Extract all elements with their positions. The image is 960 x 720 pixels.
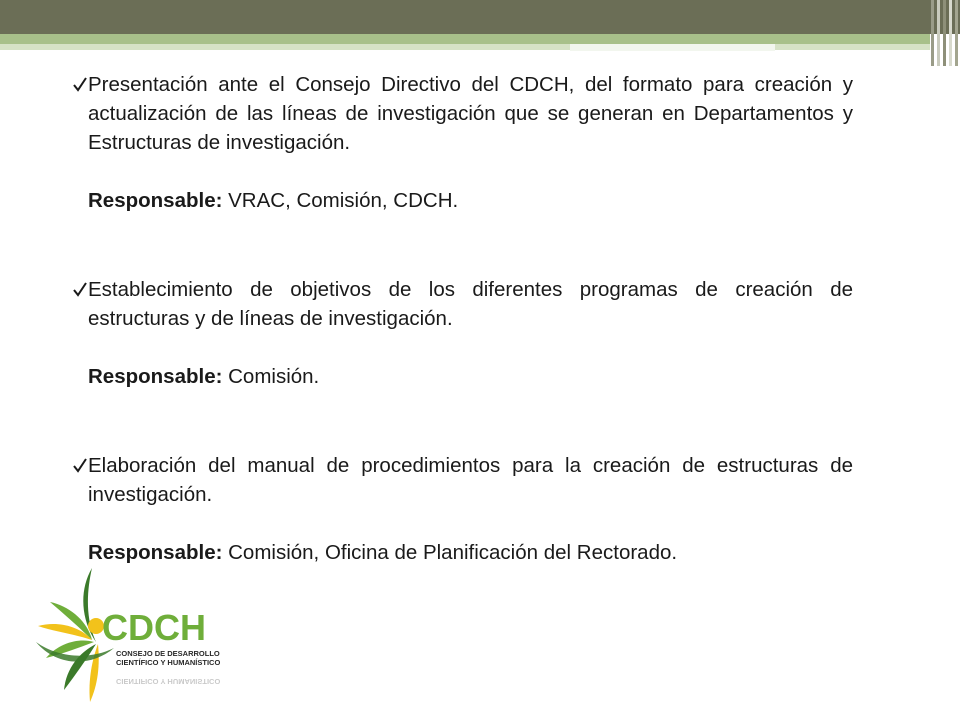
- item-description: Presentación ante el Consejo Directivo del CDCH, del formato para creación y actualización de las líneas de investigación que se generan en Departamentos y Estructuras de investigación.: [88, 73, 853, 154]
- header-accent-stripe-light: [0, 44, 930, 50]
- logo-acronym: CDCH: [102, 607, 206, 648]
- checkmark-icon: [73, 457, 87, 473]
- header-accent-stripe: [0, 34, 930, 44]
- checkmark-icon: [73, 76, 87, 92]
- header-divider: [570, 51, 890, 53]
- checkmark-icon: [73, 281, 87, 297]
- responsable-label: Responsable:: [88, 189, 223, 212]
- responsable-label: Responsable:: [88, 365, 223, 388]
- responsable-value: Comisión.: [222, 365, 320, 388]
- svg-text:CIENTIFICO Y HUMANISTICO: CIENTIFICO Y HUMANISTICO: [116, 677, 221, 686]
- cdch-logo: [30, 562, 230, 712]
- list-item: [88, 70, 853, 215]
- list-item: [88, 275, 853, 391]
- item-description: Elaboración del manual de procedimientos para la creación de estructuras de investigación.: [88, 454, 853, 506]
- item-responsable: [88, 186, 853, 215]
- responsable-value: Comisión, Oficina de Planificación del Rectorado.: [222, 541, 678, 564]
- responsable-label: Responsable:: [88, 541, 223, 564]
- item-responsable: [88, 362, 853, 391]
- item-description: Establecimiento de objetivos de los diferentes programas de creación de estructuras y de líneas de investigación.: [88, 278, 853, 330]
- corner-decoration: [930, 0, 960, 66]
- list-item: [88, 451, 853, 567]
- responsable-value: VRAC, Comisión, CDCH.: [222, 189, 459, 212]
- slide-content: [88, 70, 853, 567]
- logo-line2: CIENTÍFICO Y HUMANÍSTICO: [116, 658, 221, 667]
- header-bar: [0, 0, 960, 34]
- logo-line1: CONSEJO DE DESARROLLO: [116, 649, 220, 658]
